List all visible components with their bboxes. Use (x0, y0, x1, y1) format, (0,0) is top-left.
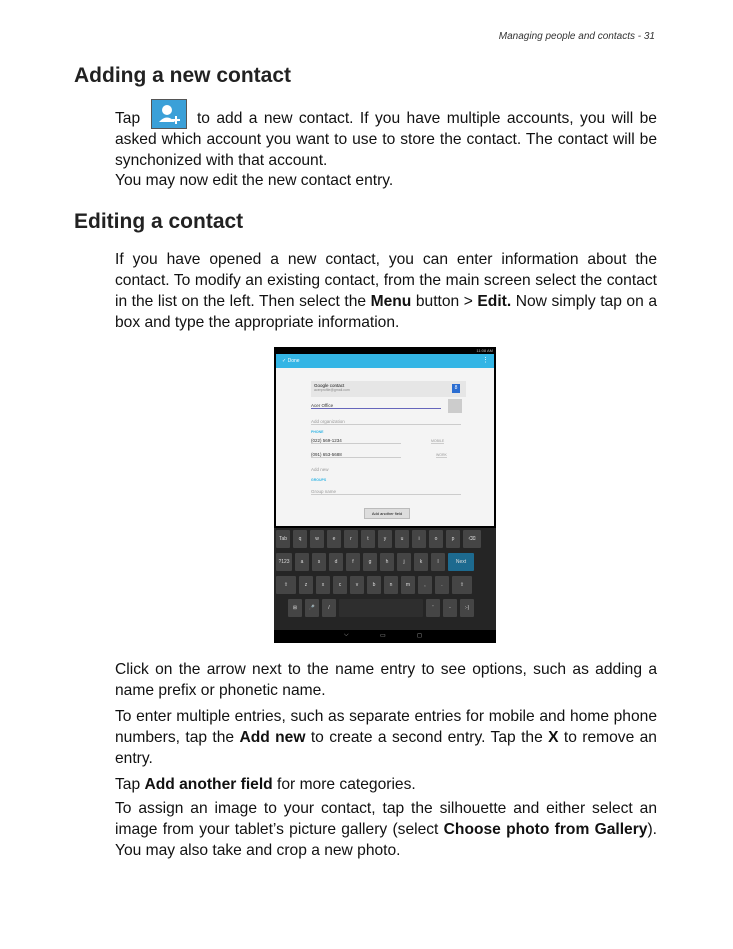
key-0[interactable]: Tab (276, 530, 290, 548)
key-10[interactable]: ⇧ (452, 576, 472, 594)
tablet-screenshot (274, 347, 496, 643)
key-1[interactable]: q (293, 530, 307, 548)
key-6[interactable]: y (378, 530, 392, 548)
key-4[interactable]: v (350, 576, 364, 594)
key-0[interactable]: ⊞ (288, 599, 302, 617)
add-another-field-button[interactable]: Add another field (364, 508, 410, 519)
done-button[interactable]: ✓ Done (282, 358, 300, 364)
key-10[interactable]: Next (448, 553, 474, 571)
key-3[interactable]: d (329, 553, 343, 571)
key-2[interactable]: s (312, 553, 326, 571)
paragraph-edit-entry: You may now edit the new contact entry. (115, 172, 394, 189)
key-2[interactable]: w (310, 530, 324, 548)
key-1[interactable]: 🎤 (305, 599, 319, 617)
paragraph-add-contact: Tap to add a new contact. If you have multiple accounts, you will be asked which account you want to use to store the contact. The contact will be synchonized with that account. (115, 99, 657, 171)
paragraph-editing: If you have opened a new contact, you can enter information about the contact. To modify an existing contact, from the main screen select the contact in the list on the left. Then select the Menu button > Edit. Now simply tap on a box and type the appropriate information. (115, 251, 657, 331)
key-9[interactable]: o (429, 530, 443, 548)
recents-icon[interactable]: ◻ (417, 633, 422, 639)
key-6[interactable]: h (380, 553, 394, 571)
name-field[interactable]: Acer Office (311, 403, 441, 409)
key-3[interactable]: e (327, 530, 341, 548)
key-7[interactable]: m (401, 576, 415, 594)
back-icon[interactable]: ⌵ (344, 632, 349, 638)
key-5[interactable]: b (367, 576, 381, 594)
key-6[interactable]: :-) (460, 599, 474, 617)
key-9[interactable]: l (431, 553, 445, 571)
key-1[interactable]: a (295, 553, 309, 571)
paragraph-assign-image: To assign an image to your contact, tap the silhouette and either select an image from your tablet’s picture gallery (select Choose photo from Gallery). You may also take and crop a new photo. (115, 800, 657, 859)
keyboard (274, 528, 496, 630)
key-0[interactable]: ⇧ (276, 576, 296, 594)
phone-field-2[interactable]: (091) 653-5688 (311, 452, 401, 458)
action-bar (276, 354, 494, 368)
organization-field[interactable]: Add organization (311, 419, 461, 425)
overflow-menu-icon[interactable]: ⋮ (482, 357, 489, 364)
account-selector[interactable]: Google contact acerprofile@gmail.com 8 (311, 381, 466, 397)
account-badge: 8 (452, 384, 460, 393)
contact-photo[interactable] (448, 399, 462, 413)
navigation-bar (274, 630, 496, 643)
paragraph-name-options: Click on the arrow next to the name entry to see options, such as adding a name prefix or phonetic name. (115, 661, 657, 699)
heading-adding-contact: Adding a new contact (74, 64, 292, 87)
key-7[interactable]: u (395, 530, 409, 548)
phone-type-1[interactable]: MOBILE (431, 439, 445, 443)
heading-editing-contact: Editing a contact (74, 210, 244, 233)
phone-field-1[interactable]: (022) 569-1234 (311, 438, 401, 444)
groups-section-label: GROUPS (311, 478, 327, 482)
key-2[interactable]: x (316, 576, 330, 594)
phone-type-2[interactable]: WORK (436, 453, 447, 457)
phone-section-label: PHONE (311, 430, 324, 434)
home-icon[interactable]: ▭ (380, 633, 386, 639)
key-8[interactable]: i (412, 530, 426, 548)
key-10[interactable]: p (446, 530, 460, 548)
contact-form (276, 368, 494, 526)
key-1[interactable]: z (299, 576, 313, 594)
page-header: Managing people and contacts - 31 (498, 31, 655, 42)
key-4[interactable]: ' (426, 599, 440, 617)
key-2[interactable]: / (322, 599, 336, 617)
status-bar: 11:08 AM (274, 347, 496, 354)
key-4[interactable]: r (344, 530, 358, 548)
key-6[interactable]: n (384, 576, 398, 594)
key-4[interactable]: f (346, 553, 360, 571)
key-5[interactable]: t (361, 530, 375, 548)
key-5[interactable]: - (443, 599, 457, 617)
key-11[interactable]: ⌫ (463, 530, 481, 548)
key-space[interactable] (339, 599, 423, 617)
key-8[interactable]: , (418, 576, 432, 594)
key-9[interactable]: . (435, 576, 449, 594)
key-8[interactable]: k (414, 553, 428, 571)
paragraph-multiple-entries: To enter multiple entries, such as separate entries for mobile and home phone numbers, tap the Add new to create a second entry. Tap the X to remove an entry. (115, 708, 657, 767)
key-5[interactable]: g (363, 553, 377, 571)
group-name-field[interactable]: Group name (311, 489, 461, 495)
key-7[interactable]: j (397, 553, 411, 571)
add-new-phone[interactable]: Add new (311, 467, 329, 472)
key-3[interactable]: c (333, 576, 347, 594)
add-contact-icon (151, 99, 187, 129)
key-0[interactable]: ?123 (276, 553, 292, 571)
paragraph-add-field: Tap Add another field for more categories. (115, 776, 416, 793)
